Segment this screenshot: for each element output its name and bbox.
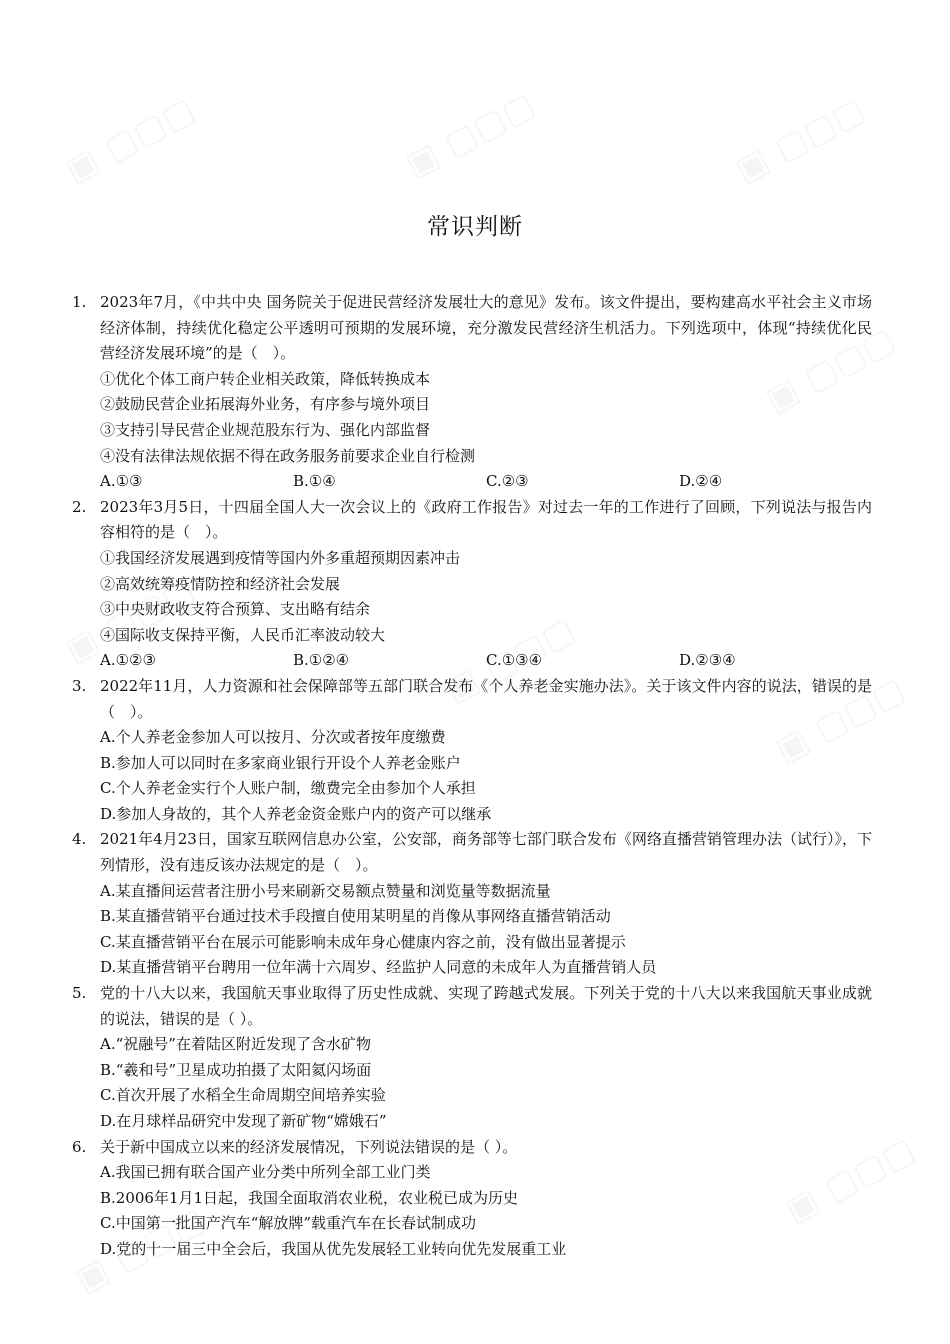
question-5 xyxy=(72,981,872,1135)
option-d[interactable]: D.在月球样品研究中发现了新矿物“嫦娥石” xyxy=(100,1112,387,1130)
question-number: 2. xyxy=(72,497,87,516)
option-a[interactable]: A.个人养老金参加人可以按月、分次或者按年度缴费 xyxy=(100,728,446,747)
option-c[interactable]: C.中国第一批国产汽车“解放牌”载重汽车在长春试制成功 xyxy=(100,1214,477,1233)
question-number: 3. xyxy=(72,676,87,695)
option-b[interactable]: B.某直播营销平台通过技术手段擅自使用某明星的肖像从事网络直播营销活动 xyxy=(100,907,611,926)
question-number: 4. xyxy=(72,830,87,849)
question-4 xyxy=(72,827,872,981)
question-6 xyxy=(72,1135,872,1263)
option-a[interactable]: A.①②③ xyxy=(100,651,156,670)
watermark-graphic xyxy=(729,89,872,190)
statement-item: ①优化个体工商户转企业相关政策，降低转换成本 xyxy=(100,369,431,388)
question-number: 6. xyxy=(72,1137,87,1156)
option-a[interactable]: A.“祝融号”在着陆区附近发现了含水矿物 xyxy=(100,1035,371,1054)
option-c[interactable]: C.②③ xyxy=(486,472,529,491)
option-b[interactable]: B.“羲和号”卫星成功拍摄了太阳氦闪场面 xyxy=(100,1060,372,1079)
option-b[interactable]: B.①④ xyxy=(293,472,336,491)
question-stem: 2022年11月，人力资源和社会保障部等五部门联合发布《个人养老金实施办法》。关于该文件内容的说法，错误的是（ ）。 xyxy=(100,676,872,721)
option-b[interactable]: B.2006年1月1日起，我国全面取消农业税，农业税已成为历史 xyxy=(100,1188,519,1207)
statement-item: ④没有法律法规依据不得在政务服务前要求企业自行检测 xyxy=(100,446,476,465)
option-c[interactable]: C.个人养老金实行个人账户制，缴费完全由参加个人承担 xyxy=(100,779,476,798)
option-d[interactable]: D.参加人身故的，其个人养老金资金账户内的资产可以继承 xyxy=(100,804,492,823)
question-stem: 党的十八大以来，我国航天事业取得了历史性成就、实现了跨越式发展。下列关于党的十八大以来我国航天事业成就的说法，错误的是（ ）。 xyxy=(100,984,872,1028)
option-b[interactable]: B.参加人可以同时在多家商业银行开设个人养老金账户 xyxy=(100,753,461,772)
option-c[interactable]: C.某直播营销平台在展示可能影响未成年身心健康内容之前，没有做出显著提示 xyxy=(100,932,626,951)
option-a[interactable]: A.我国已拥有联合国产业分类中所列全部工业门类 xyxy=(100,1163,431,1182)
question-2 xyxy=(72,495,872,674)
option-a[interactable]: A.①③ xyxy=(100,472,143,491)
option-d[interactable]: D.某直播营销平台聘用一位年满十六周岁、经监护人同意的未成年人为直播营销人员 xyxy=(100,958,657,977)
options-row xyxy=(100,469,872,495)
question-stem: 2021年4月23日，国家互联网信息办公室，公安部，商务部等七部门联合发布《网络直播营销管理办法（试行）》，下列情形，没有违反该办法规定的是（ ）。 xyxy=(100,830,872,875)
question-3 xyxy=(72,674,872,828)
options-row xyxy=(100,648,872,674)
statement-item: ②高效统筹疫情防控和经济社会发展 xyxy=(100,574,341,593)
question-stem: 2023年7月，《中共中央 国务院关于促进民营经济发展壮大的意见》发布。该文件提出，要构建高水平社会主义市场经济体制，持续优化稳定公平透明可预期的发展环境，充分激发民营经济生机活力。下列选项中，体现“持续优化民营经济发展环境”的是（ ）。 xyxy=(100,293,872,363)
statement-item: ②鼓励民营企业拓展海外业务，有序参与境外项目 xyxy=(100,395,431,414)
question-stem: 2023年3月5日，十四届全国人大一次会议上的《政府工作报告》对过去一年的工作进行了回顾，下列说法与报告内容相符的是（ ）。 xyxy=(100,497,872,542)
question-stem: 关于新中国成立以来的经济发展情况，下列说法错误的是（ ）。 xyxy=(100,1137,518,1156)
option-d[interactable]: D.②③④ xyxy=(679,651,736,670)
statement-item: ④国际收支保持平衡，人民币汇率波动较大 xyxy=(100,625,386,644)
option-c[interactable]: C.①③④ xyxy=(486,651,543,670)
statement-item: ①我国经济发展遇到疫情等国内外多重超预期因素冲击 xyxy=(100,548,461,567)
question-list xyxy=(72,290,872,1263)
watermark-graphic xyxy=(399,84,542,185)
option-a[interactable]: A.某直播间运营者注册小号来刷新交易额点赞量和浏览量等数据流量 xyxy=(100,881,551,900)
option-b[interactable]: B.①②④ xyxy=(293,651,350,670)
option-d[interactable]: D.②④ xyxy=(679,472,723,491)
section-title: 常识判断 xyxy=(427,214,523,240)
statement-item: ③支持引导民营企业规范股东行为、强化内部监督 xyxy=(100,420,431,439)
question-number: 5. xyxy=(72,984,87,1003)
option-d[interactable]: D.党的十一届三中全会后，我国从优先发展轻工业转向优先发展重工业 xyxy=(100,1239,567,1258)
question-number: 1. xyxy=(72,293,87,311)
statement-item: ③中央财政收支符合预算、支出略有结余 xyxy=(100,600,371,619)
question-1 xyxy=(72,290,872,495)
watermark-graphic xyxy=(59,89,202,190)
option-c[interactable]: C.首次开展了水稻全生命周期空间培养实验 xyxy=(100,1086,386,1105)
